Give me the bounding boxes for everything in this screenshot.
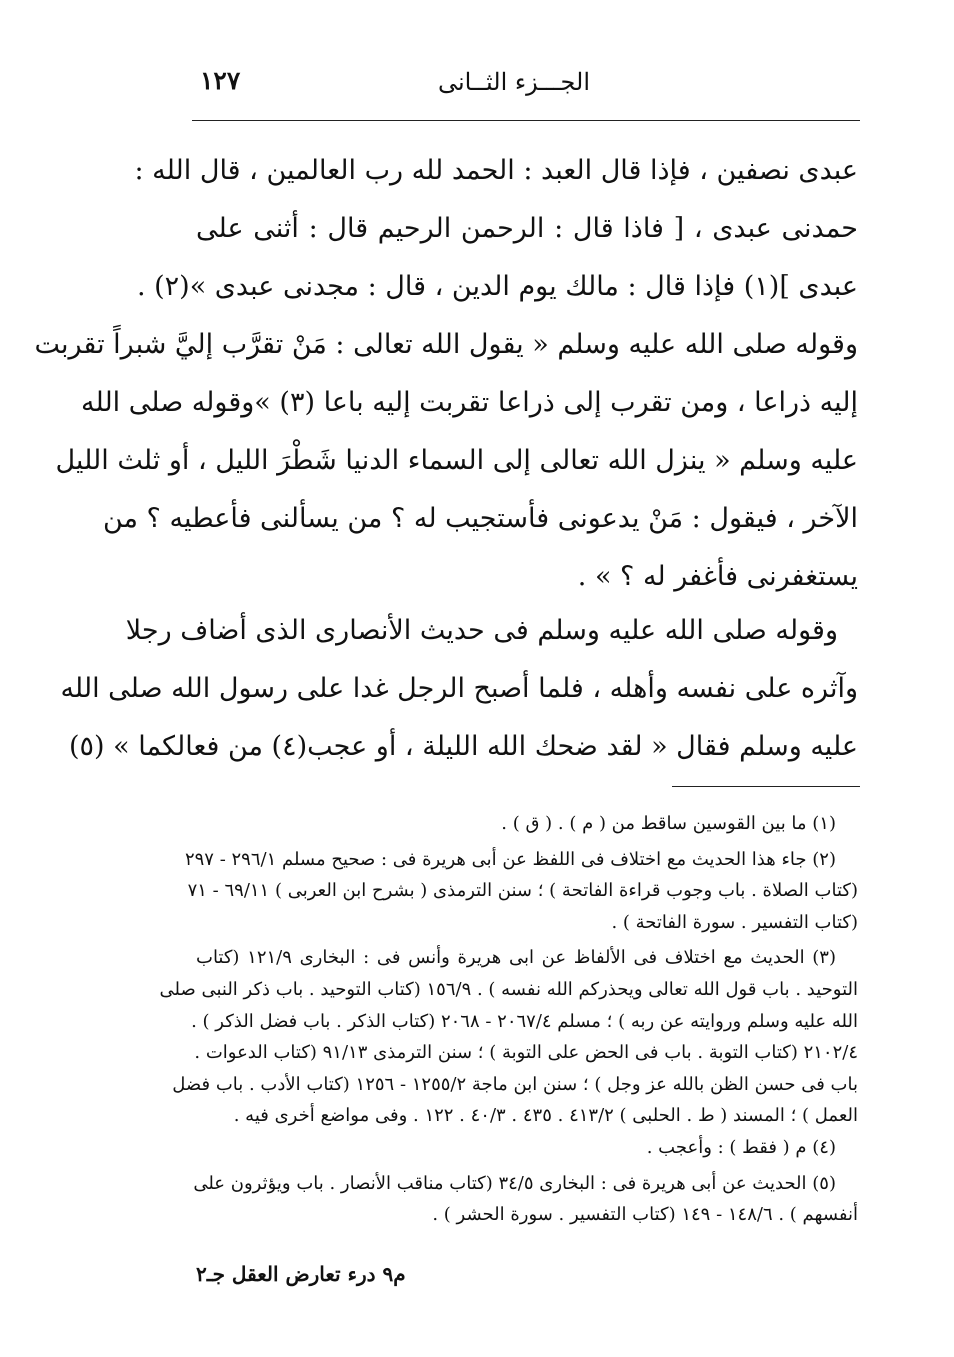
footnote-4 (196, 1132, 858, 1164)
body-line: وآثره على نفسه وأهله ، فلما أصبح الرجل غدا على رسول الله صلى الله (60, 673, 858, 704)
footnote-line: (كتاب الصلاة . باب وجوب قراءة الفاتحة ) ؛ سنن الترمذى ( بشرح ابن العربى ) ٦٩/١١ - ٧١ (187, 880, 858, 902)
footnote-line: (كتاب التفسير . سورة الفاتحة ) . (611, 911, 858, 933)
body-line: الآخر ، فيقول : مَنْ يدعونى فأستجيب له ؟ من يسألنى فأعطيه ؟ من (102, 503, 858, 534)
body-line: عبدى نصفين ، فإذا قال العبد : الحمد لله رب العالمين ، قال الله : (134, 155, 858, 186)
footnote-line: الله عليه وسلم وروايته عن ربه ) ؛ مسلم ٢٠٦٧/٤ - ٢٠٦٨ (كتاب الذكر . باب فضل الذكر ) . (191, 1010, 858, 1032)
header-title: الجـــزء الثــانى (437, 68, 590, 96)
body-line: وقوله صلى الله عليه وسلم « يقول الله تعالى : مَنْ تقرَّب إليَّ شبراً تقربت (34, 329, 858, 360)
footnote-line: العمل ) ؛ المسند ( ط . الحلبى ) ٤١٣/٢ . ٤٣٥ . ٤٠/٣ . ١٢٢ . وفى مواضع أخرى فيه . (233, 1105, 858, 1127)
body-paragraph-1 (34, 142, 858, 606)
footnote-line: (٤) م ( فقط ) : وأعجب . (646, 1136, 836, 1158)
body-line: عليه وسلم « ينزل الله تعالى إلى السماء الدنيا شَطْرَ الليل ، أو ثلث الليل (55, 445, 858, 476)
signature-mark: م٩ درء تعارض العقل جـ٢ (196, 1262, 406, 1286)
footnotes (159, 808, 858, 1231)
footnote-line: التوحيد . باب قول الله تعالى ويحذركم الله نفسه ) . ١٥٦/٩ (كتاب التوحيد . باب ذكر النبى صلى (159, 978, 858, 1000)
footnote-line: (٥) الحديث عن أبى هريرة فى : البخارى ٣٤/٥ (كتاب مناقب الأنصار . باب ويؤثرون على (193, 1172, 836, 1194)
footnote-line: (٣) الحديث مع اختلاف فى الألفاظ عن ابى هريرة وأنس فى : البخارى ١٢١/٩ (كتاب (196, 947, 836, 969)
footnote-5 (193, 1168, 858, 1231)
footnote-2 (184, 844, 858, 939)
body-line: حمدنى عبدى ، [ فاذا قال : الرحمن الرحيم قال : أثنى على (196, 213, 858, 244)
footnote-line: (٢) جاء هذا الحديث مع اختلاف فى اللفظ عن أبى هريرة فى : صحيح مسلم ٢٩٦/١ - ٢٩٧ (184, 848, 836, 870)
body-line: عليه وسلم فقال « لقد ضحك الله الليلة ، أو عجب(٤) من فعالكما » (٥) (68, 731, 858, 762)
running-header (192, 62, 860, 118)
header-divider (192, 120, 860, 121)
page-number: ١٢٧ (200, 66, 241, 95)
body-line: يستغفرنى فأغفر له ؟ » . (577, 561, 858, 592)
footnote-1 (196, 808, 858, 840)
footnote-3 (159, 942, 858, 1132)
body-line: عبدى ](١) فإذا قال : مالك يوم الدين ، قال : مجدنى عبدى »(٢) . (136, 271, 858, 302)
footnote-line: ٢١٠٢/٤ (كتاب التوبة . باب فى الحض على التوبة ) ؛ سنن الترمذى ٩١/١٣ (كتاب الدعوات . (194, 1042, 858, 1064)
footnote-line: (١) ما بين القوسين ساقط من ( م ) . ( ق ) . (501, 813, 836, 834)
body-line: إليه ذراعا ، ومن تقرب إلى ذراعا تقربت إليه باعا (٣) »وقوله صلى الله (81, 387, 858, 418)
footnote-line: باب فى حسن الظن بالله عز وجل ) ؛ سنن ابن ماجة ١٢٥٥/٢ - ١٢٥٦ (كتاب الأدب . باب فضل (172, 1073, 858, 1095)
footnote-line: أنفسهم ) . ١٤٨/٦ - ١٤٩ (كتاب التفسير . سورة الحشر ) . (432, 1204, 858, 1226)
footnote-divider (672, 786, 860, 787)
body-paragraph-2 (60, 602, 858, 776)
body-line: وقوله صلى الله عليه وسلم فى حديث الأنصارى الذى أضاف رجلا (125, 615, 838, 646)
